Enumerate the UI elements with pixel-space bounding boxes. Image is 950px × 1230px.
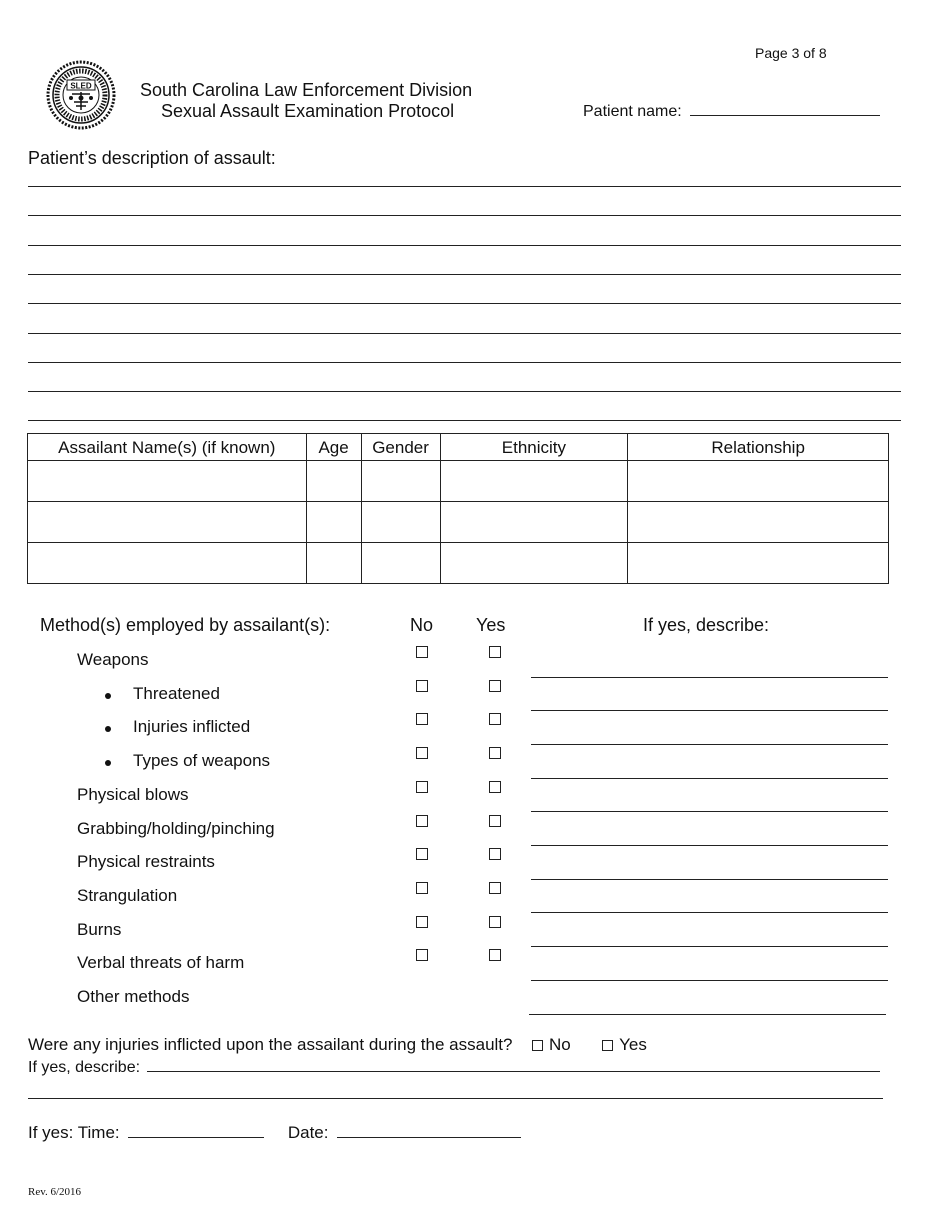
table-cell[interactable] bbox=[306, 543, 361, 584]
description-line[interactable] bbox=[28, 245, 901, 246]
description-line[interactable] bbox=[28, 391, 901, 392]
description-line[interactable] bbox=[28, 333, 901, 334]
assailant-injuries-no-checkbox[interactable] bbox=[532, 1040, 543, 1051]
assailant-injuries-describe-line-2[interactable] bbox=[28, 1098, 883, 1099]
patient-name-label: Patient name: bbox=[583, 103, 682, 120]
table-cell[interactable] bbox=[306, 502, 361, 543]
assailant-injuries-describe-label: If yes, describe: bbox=[28, 1059, 141, 1076]
method-yes-checkbox[interactable] bbox=[489, 848, 501, 860]
assailant-table bbox=[27, 433, 889, 584]
method-label: Burns bbox=[77, 919, 122, 939]
method-yes-checkbox[interactable] bbox=[489, 949, 501, 961]
description-line[interactable] bbox=[28, 274, 901, 275]
column-header-ethnicity: Ethnicity bbox=[440, 434, 628, 461]
method-describe-line[interactable] bbox=[531, 845, 888, 846]
method-label: Other methods bbox=[77, 987, 190, 1006]
table-cell[interactable] bbox=[361, 461, 440, 502]
assailant-injuries-no-label: No bbox=[548, 1035, 571, 1054]
doc-title: Sexual Assault Examination Protocol bbox=[161, 101, 455, 121]
table-cell[interactable] bbox=[628, 461, 889, 502]
method-label: Types of weapons bbox=[133, 751, 271, 771]
method-describe-line[interactable] bbox=[531, 980, 888, 981]
method-yes-checkbox[interactable] bbox=[489, 882, 501, 894]
method-label: Physical blows bbox=[77, 784, 189, 804]
method-yes-checkbox[interactable] bbox=[489, 815, 501, 827]
method-describe-line[interactable] bbox=[531, 912, 888, 913]
table-cell[interactable] bbox=[361, 543, 440, 584]
method-label: Verbal threats of harm bbox=[77, 953, 245, 973]
sled-seal-icon bbox=[46, 60, 116, 130]
methods-yes-header: Yes bbox=[476, 615, 506, 635]
method-describe-line[interactable] bbox=[531, 677, 888, 678]
method-no-checkbox[interactable] bbox=[416, 680, 428, 692]
method-no-checkbox[interactable] bbox=[416, 848, 428, 860]
method-no-checkbox[interactable] bbox=[416, 949, 428, 961]
revision-note: Rev. 6/2016 bbox=[28, 1186, 82, 1198]
page-number: Page 3 of 8 bbox=[755, 45, 827, 61]
date-blank[interactable] bbox=[337, 1137, 521, 1138]
method-label: Grabbing/holding/pinching bbox=[77, 818, 275, 838]
table-cell[interactable] bbox=[28, 543, 307, 584]
table-cell[interactable] bbox=[440, 502, 628, 543]
method-label: Threatened bbox=[133, 683, 220, 703]
assailant-injuries-yes-label: Yes bbox=[619, 1035, 647, 1054]
table-row bbox=[28, 502, 889, 543]
methods-no-header: No bbox=[410, 615, 434, 635]
table-row bbox=[28, 543, 889, 584]
method-label: Strangulation bbox=[77, 885, 178, 905]
method-yes-checkbox[interactable] bbox=[489, 781, 501, 793]
time-blank[interactable] bbox=[128, 1137, 264, 1138]
description-line[interactable] bbox=[28, 186, 901, 187]
method-no-checkbox[interactable] bbox=[416, 815, 428, 827]
method-describe-line[interactable] bbox=[531, 710, 888, 711]
seal-text: SLED bbox=[70, 81, 92, 91]
description-line[interactable] bbox=[28, 303, 901, 304]
method-yes-checkbox[interactable] bbox=[489, 646, 501, 658]
table-cell[interactable] bbox=[28, 502, 307, 543]
method-no-checkbox[interactable] bbox=[416, 916, 428, 928]
org-name: South Carolina Law Enforcement Division bbox=[140, 80, 473, 100]
method-yes-checkbox[interactable] bbox=[489, 916, 501, 928]
table-cell[interactable] bbox=[440, 543, 628, 584]
patient-name-blank[interactable] bbox=[690, 115, 880, 116]
description-line[interactable] bbox=[28, 420, 901, 421]
time-date-row bbox=[28, 1123, 521, 1143]
method-label: Injuries inflicted bbox=[133, 717, 251, 737]
assailant-injuries-yes-checkbox[interactable] bbox=[602, 1040, 613, 1051]
column-header-gender: Gender bbox=[361, 434, 440, 461]
column-header-relationship: Relationship bbox=[628, 434, 889, 461]
table-cell[interactable] bbox=[28, 461, 307, 502]
assailant-injuries-describe-row[interactable] bbox=[28, 1059, 880, 1077]
method-describe-line[interactable] bbox=[531, 879, 888, 880]
description-line[interactable] bbox=[28, 215, 901, 216]
method-no-checkbox[interactable] bbox=[416, 646, 428, 658]
bullet-icon bbox=[105, 726, 111, 732]
assailant-injuries-question: Were any injuries inflicted upon the assailant during the assault? bbox=[28, 1035, 513, 1054]
bullet-icon bbox=[105, 760, 111, 766]
column-header-name: Assailant Name(s) (if known) bbox=[28, 434, 307, 461]
table-cell[interactable] bbox=[628, 502, 889, 543]
method-yes-checkbox[interactable] bbox=[489, 713, 501, 725]
methods-title: Method(s) employed by assailant(s): bbox=[40, 615, 331, 635]
method-no-checkbox[interactable] bbox=[416, 747, 428, 759]
column-header-age: Age bbox=[306, 434, 361, 461]
methods-describe-header: If yes, describe: bbox=[643, 615, 770, 635]
time-label: If yes: Time: bbox=[28, 1123, 120, 1142]
method-no-checkbox[interactable] bbox=[416, 781, 428, 793]
table-row bbox=[28, 461, 889, 502]
patient-name-field[interactable] bbox=[583, 103, 880, 121]
table-cell[interactable] bbox=[628, 543, 889, 584]
description-label: Patient’s description of assault: bbox=[28, 148, 276, 168]
method-label: Physical restraints bbox=[77, 852, 215, 872]
method-yes-checkbox[interactable] bbox=[489, 680, 501, 692]
method-describe-line[interactable] bbox=[531, 778, 888, 779]
description-line[interactable] bbox=[28, 362, 901, 363]
method-yes-checkbox[interactable] bbox=[489, 747, 501, 759]
method-label: Weapons bbox=[77, 650, 149, 669]
table-cell[interactable] bbox=[306, 461, 361, 502]
method-describe-line[interactable] bbox=[531, 946, 888, 947]
bullet-icon bbox=[105, 693, 111, 699]
date-label: Date: bbox=[287, 1123, 329, 1142]
table-cell[interactable] bbox=[361, 502, 440, 543]
table-cell[interactable] bbox=[440, 461, 628, 502]
method-describe-line[interactable] bbox=[531, 744, 888, 745]
method-no-checkbox[interactable] bbox=[416, 713, 428, 725]
method-describe-line[interactable] bbox=[531, 811, 888, 812]
assailant-table-header-row bbox=[28, 434, 889, 461]
assailant-injuries-question-row bbox=[28, 1035, 647, 1055]
method-no-checkbox[interactable] bbox=[416, 882, 428, 894]
method-describe-line[interactable] bbox=[529, 1014, 886, 1015]
assailant-injuries-describe-blank[interactable] bbox=[147, 1071, 880, 1072]
